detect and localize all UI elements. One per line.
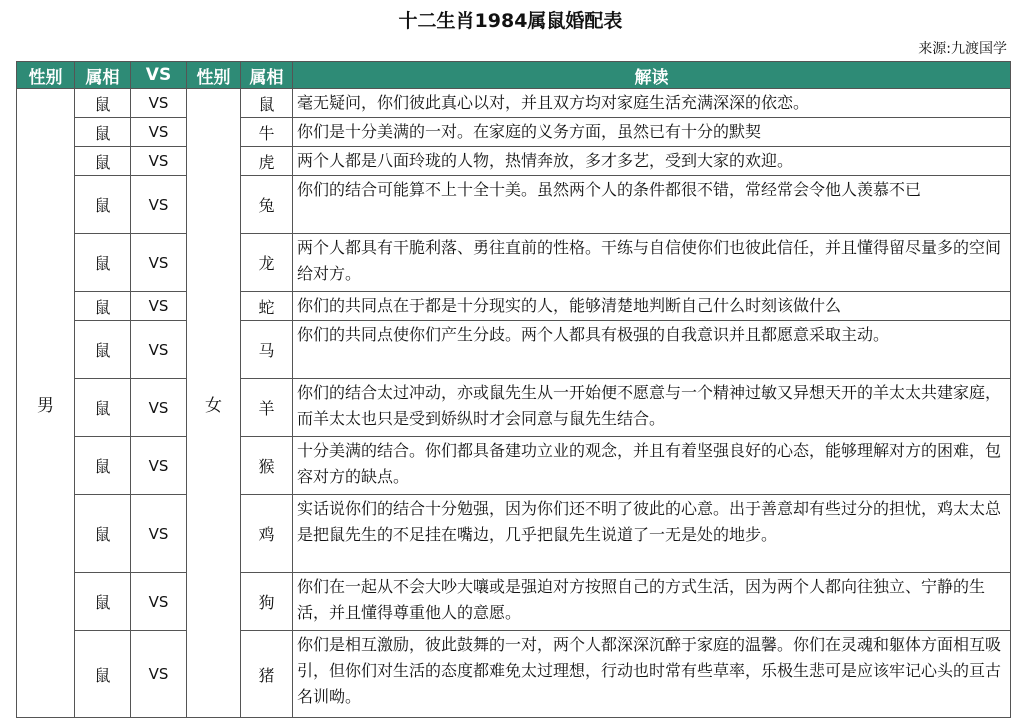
header-female-zodiac: 属相 [241, 62, 293, 89]
vs-cell: VS [131, 89, 187, 118]
vs-cell: VS [131, 234, 187, 292]
table-row [17, 292, 1011, 321]
interpretation-cell: 两个人都具有干脆利落、勇往直前的性格。干练与自信使你们也彼此信任，并且懂得留尽量多的空间给对方。 [293, 234, 1011, 292]
table-row [17, 234, 1011, 292]
vs-cell: VS [131, 147, 187, 176]
vs-cell: VS [131, 379, 187, 437]
vs-cell: VS [131, 573, 187, 631]
table-row [17, 89, 1011, 118]
male-zodiac-cell: 鼠 [75, 437, 131, 495]
page-title: 十二生肖1984属鼠婚配表 [398, 10, 623, 32]
table-row [17, 631, 1011, 718]
table-row [17, 379, 1011, 437]
interpretation-cell: 实话说你们的结合十分勉强，因为你们还不明了彼此的心意。出于善意却有些过分的担忧，鸡太太总是把鼠先生的不足挂在嘴边，几乎把鼠先生说道了一无是处的地步。 [293, 495, 1011, 573]
male-zodiac-cell: 鼠 [75, 89, 131, 118]
interpretation-cell: 你们的结合可能算不上十全十美。虽然两个人的条件都很不错，常经常会令他人羡慕不已 [293, 176, 1011, 234]
interpretation-cell: 你们的共同点使你们产生分歧。两个人都具有极强的自我意识并且都愿意采取主动。 [293, 321, 1011, 379]
header-row [17, 62, 1011, 89]
table-row [17, 118, 1011, 147]
interpretation-cell: 你们是十分美满的一对。在家庭的义务方面，虽然已有十分的默契 [293, 118, 1011, 147]
female-zodiac-cell: 蛇 [241, 292, 293, 321]
header-interpretation: 解读 [293, 62, 1011, 89]
interpretation-cell: 两个人都是八面玲珑的人物，热情奔放，多才多艺，受到大家的欢迎。 [293, 147, 1011, 176]
male-zodiac-cell: 鼠 [75, 379, 131, 437]
interpretation-cell: 十分美满的结合。你们都具备建功立业的观念，并且有着坚强良好的心态，能够理解对方的困难，包容对方的缺点。 [293, 437, 1011, 495]
male-zodiac-cell: 鼠 [75, 234, 131, 292]
header-male-gender: 性别 [17, 62, 75, 89]
interpretation-cell: 你们在一起从不会大吵大嚷或是强迫对方按照自己的方式生活，因为两个人都向往独立、宁静的生活，并且懂得尊重他人的意愿。 [293, 573, 1011, 631]
table-row [17, 495, 1011, 573]
male-zodiac-cell: 鼠 [75, 292, 131, 321]
male-gender-cell: 男 [17, 89, 75, 718]
table-row [17, 147, 1011, 176]
female-gender-cell: 女 [187, 89, 241, 718]
female-zodiac-cell: 猴 [241, 437, 293, 495]
compatibility-table [16, 61, 1011, 718]
male-zodiac-cell: 鼠 [75, 147, 131, 176]
male-zodiac-cell: 鼠 [75, 118, 131, 147]
table-row [17, 321, 1011, 379]
vs-cell: VS [131, 631, 187, 718]
header-male-zodiac: 属相 [75, 62, 131, 89]
female-zodiac-cell: 马 [241, 321, 293, 379]
vs-cell: VS [131, 292, 187, 321]
vs-cell: VS [131, 176, 187, 234]
vs-cell: VS [131, 118, 187, 147]
table-row [17, 437, 1011, 495]
interpretation-cell: 毫无疑问，你们彼此真心以对，并且双方均对家庭生活充满深深的依恋。 [293, 89, 1011, 118]
female-zodiac-cell: 虎 [241, 147, 293, 176]
vs-cell: VS [131, 321, 187, 379]
female-zodiac-cell: 羊 [241, 379, 293, 437]
header-female-gender: 性别 [187, 62, 241, 89]
female-zodiac-cell: 猪 [241, 631, 293, 718]
interpretation-cell: 你们的结合太过冲动，亦或鼠先生从一开始便不愿意与一个精神过敏又异想天开的羊太太共建家庭，而羊太太也只是受到娇纵时才会同意与鼠先生结合。 [293, 379, 1011, 437]
male-zodiac-cell: 鼠 [75, 573, 131, 631]
source-label: 来源:九渡国学 [918, 41, 1007, 57]
female-zodiac-cell: 牛 [241, 118, 293, 147]
table-row [17, 176, 1011, 234]
male-zodiac-cell: 鼠 [75, 495, 131, 573]
female-zodiac-cell: 龙 [241, 234, 293, 292]
interpretation-cell: 你们的共同点在于都是十分现实的人，能够清楚地判断自己什么时刻该做什么 [293, 292, 1011, 321]
vs-cell: VS [131, 495, 187, 573]
interpretation-cell: 你们是相互激励，彼此鼓舞的一对，两个人都深深沉醉于家庭的温馨。你们在灵魂和躯体方面相互吸引，但你们对生活的态度都难免太过理想，行动也时常有些草率，乐极生悲可是应该牢记心头的亘古名训呦。 [293, 631, 1011, 718]
male-zodiac-cell: 鼠 [75, 631, 131, 718]
female-zodiac-cell: 兔 [241, 176, 293, 234]
table-row [17, 573, 1011, 631]
female-zodiac-cell: 狗 [241, 573, 293, 631]
male-zodiac-cell: 鼠 [75, 321, 131, 379]
vs-cell: VS [131, 437, 187, 495]
female-zodiac-cell: 鼠 [241, 89, 293, 118]
female-zodiac-cell: 鸡 [241, 495, 293, 573]
male-zodiac-cell: 鼠 [75, 176, 131, 234]
header-vs: VS [131, 62, 187, 89]
